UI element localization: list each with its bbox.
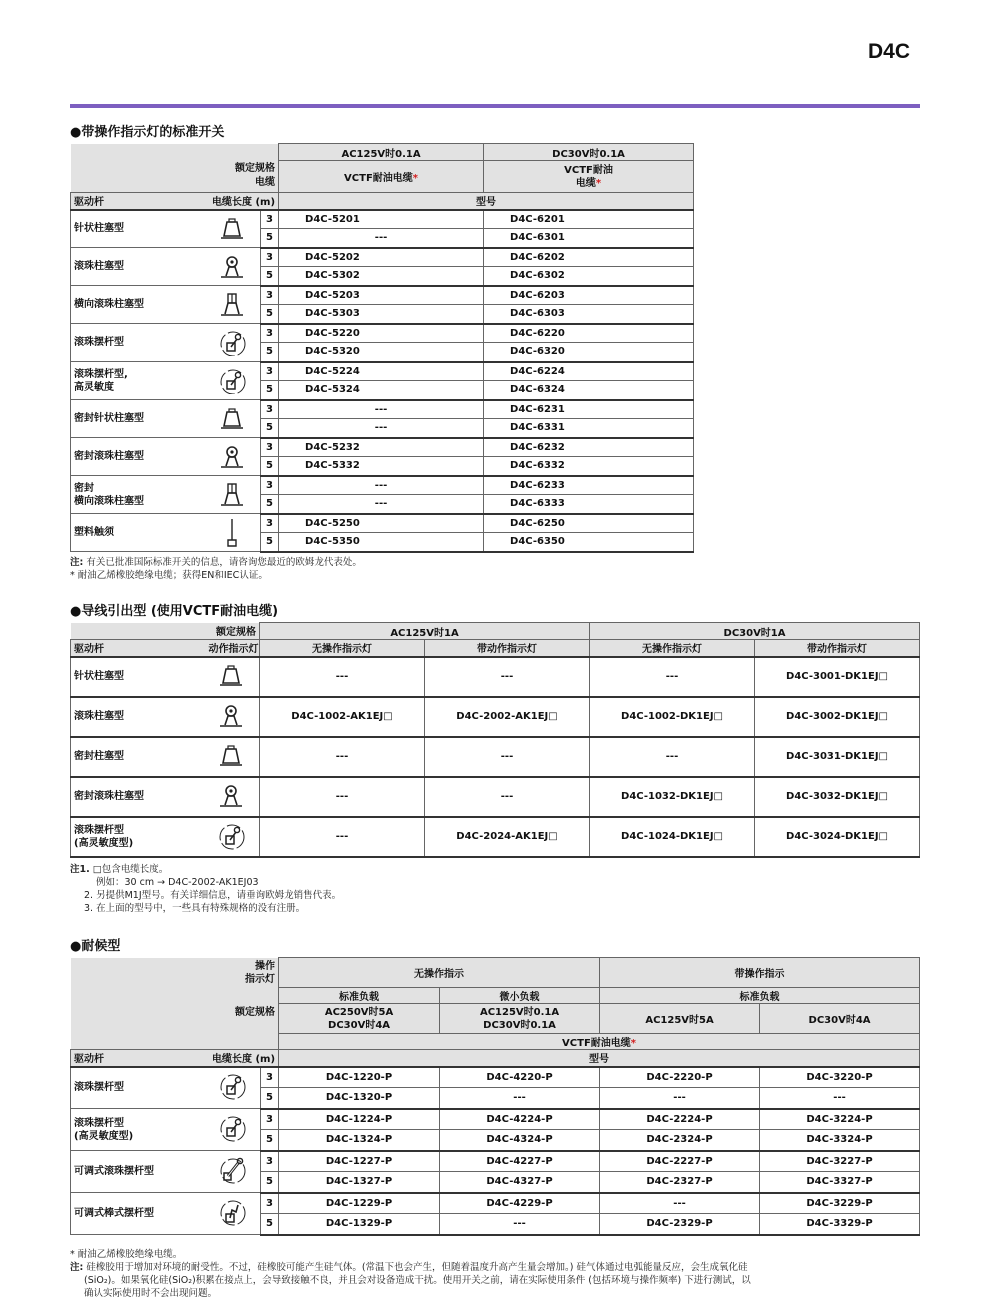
lever-name: 密封 — [74, 482, 94, 494]
vctf-dc-header — [484, 161, 694, 193]
model-cell: D4C-5220 — [279, 324, 484, 343]
cross-roller-plunger-icon — [218, 482, 248, 508]
rating-value: DC30V时0.1A — [483, 1019, 556, 1031]
lever-name-2: (高灵敏度型) — [74, 837, 134, 849]
table-row — [71, 817, 920, 857]
model-cell: --- — [760, 1088, 920, 1109]
model-cell: --- — [279, 476, 484, 495]
model-cell: D4C-1229-P — [279, 1193, 440, 1214]
model-cell: --- — [425, 777, 590, 817]
pin-plunger-icon — [218, 216, 248, 242]
micro-load-header: 微小负载 — [440, 988, 600, 1004]
model-cell: D4C-5302 — [279, 267, 484, 286]
length-cell: 3 — [261, 1151, 279, 1172]
model-title: D4C — [868, 40, 911, 63]
note-text: 2. 另提供M1J型号。有关详细信息，请垂询欧姆龙销售代表。 — [84, 890, 342, 901]
icon-cell — [206, 400, 261, 438]
model-cell: D4C-3229-P — [760, 1193, 920, 1214]
rating-label: 额定规格 — [71, 988, 279, 1034]
table-row — [71, 657, 920, 697]
header-rule — [70, 104, 920, 108]
model-label: 型号 — [279, 1050, 920, 1067]
lever-name: 滚珠摆杆型 — [74, 824, 124, 836]
with-indicator-header: 带动作指示灯 — [425, 640, 590, 657]
model-cell: D4C-5232 — [279, 438, 484, 457]
lead-wire-table — [70, 622, 920, 858]
rating-value: AC125V时0.1A — [479, 1006, 560, 1018]
std-load-header: 标准负载 — [279, 988, 440, 1004]
lever-cell — [71, 438, 206, 476]
with-indicator-header: 带动作指示灯 — [755, 640, 920, 657]
length-cell: 3 — [261, 248, 279, 267]
roller-plunger-icon — [217, 783, 247, 811]
lever-cell — [71, 400, 206, 438]
model-cell: D4C-6231 — [484, 400, 694, 419]
lever-cell — [71, 817, 206, 857]
lever-cell — [71, 777, 206, 817]
model-cell: D4C-3329-P — [760, 1214, 920, 1235]
model-cell: D4C-6250 — [484, 514, 694, 533]
model-cell: D4C-5203 — [279, 286, 484, 305]
table-row — [71, 210, 694, 229]
model-cell: D4C-4224-P — [440, 1109, 600, 1130]
lever-cell — [71, 210, 206, 248]
table-row — [71, 400, 694, 419]
icon-cell — [206, 1067, 261, 1109]
note-label: 注: — [70, 1262, 84, 1273]
icon-cell — [206, 514, 261, 552]
lever-cell — [71, 1067, 206, 1109]
length-cell: 5 — [261, 1088, 279, 1109]
lever-name-2: 横向滚珠柱塞型 — [74, 495, 144, 507]
rating-label: 额定规格 — [235, 163, 276, 175]
weatherproof-table — [70, 957, 920, 1236]
asterisk: * — [412, 173, 419, 184]
model-cell: D4C-1320-P — [279, 1088, 440, 1109]
rating-label: 额定规格 — [71, 623, 260, 640]
section3-title: ●耐候型 — [70, 939, 121, 954]
icon-cell — [206, 210, 261, 248]
model-cell: D4C-2024-AK1EJ□ — [425, 817, 590, 857]
length-cell: 3 — [261, 210, 279, 229]
model-cell: D4C-2227-P — [600, 1151, 760, 1172]
op-label: 操作 — [255, 960, 276, 972]
table-row — [71, 248, 694, 267]
icon-cell — [206, 817, 260, 857]
model-cell: --- — [279, 229, 484, 248]
note-label: 注: — [70, 557, 84, 568]
model-cell: D4C-2327-P — [600, 1172, 760, 1193]
lever-cell — [71, 657, 206, 697]
model-cell: --- — [590, 657, 755, 697]
length-cell: 3 — [261, 476, 279, 495]
length-label: 电缆长度 (m) — [206, 1050, 279, 1067]
lever-name: 横向滚珠柱塞型 — [74, 299, 144, 310]
model-cell: D4C-4229-P — [440, 1193, 600, 1214]
lever-name-2: (高灵敏度型) — [74, 1130, 134, 1142]
asterisk: * — [630, 1038, 637, 1049]
lever-name: 密封柱塞型 — [74, 751, 124, 762]
model-cell: D4C-5224 — [279, 362, 484, 381]
model-cell: D4C-5202 — [279, 248, 484, 267]
model-cell: D4C-5320 — [279, 343, 484, 362]
length-cell: 5 — [261, 267, 279, 286]
pin-plunger-icon — [217, 743, 247, 771]
lever-cell — [71, 476, 206, 514]
model-cell: D4C-4227-P — [440, 1151, 600, 1172]
roller-plunger-icon — [218, 444, 248, 470]
lever-name: 滚珠柱塞型 — [74, 711, 124, 722]
model-cell: D4C-6202 — [484, 248, 694, 267]
model-cell: D4C-5201 — [279, 210, 484, 229]
model-cell: D4C-5324 — [279, 381, 484, 400]
model-cell: D4C-3220-P — [760, 1067, 920, 1088]
lever-cell — [71, 248, 206, 286]
model-cell: --- — [279, 400, 484, 419]
model-cell: --- — [590, 737, 755, 777]
icon-cell — [206, 777, 260, 817]
icon-cell — [206, 697, 260, 737]
adjustable-rod-lever-icon — [218, 1199, 248, 1229]
roller-lever-icon — [218, 368, 248, 394]
lever-name: 密封针状柱塞型 — [74, 413, 144, 424]
table-row — [71, 1193, 920, 1214]
roller-plunger-icon — [218, 254, 248, 280]
table-row — [71, 438, 694, 457]
roller-lever-icon — [218, 1115, 248, 1145]
model-cell: --- — [260, 737, 425, 777]
table-row — [71, 362, 694, 381]
model-cell: D4C-5303 — [279, 305, 484, 324]
model-cell: D4C-5350 — [279, 533, 484, 552]
length-cell: 5 — [261, 1214, 279, 1235]
model-cell: D4C-6220 — [484, 324, 694, 343]
model-cell: D4C-6233 — [484, 476, 694, 495]
model-cell: --- — [440, 1088, 600, 1109]
whisker-icon — [218, 518, 248, 548]
section2-notes — [70, 863, 341, 915]
vctf-ac-label: VCTF耐油电缆 — [344, 173, 413, 184]
lever-label: 驱动杆 — [71, 1050, 206, 1067]
model-cell: D4C-4327-P — [440, 1172, 600, 1193]
lever-name: 密封滚珠柱塞型 — [74, 791, 144, 802]
length-cell: 3 — [261, 362, 279, 381]
lever-label: 驱动杆 — [71, 193, 206, 210]
length-cell: 5 — [261, 457, 279, 476]
model-cell: --- — [425, 737, 590, 777]
rating-value: AC250V时5A — [324, 1006, 394, 1018]
model-cell: D4C-5332 — [279, 457, 484, 476]
indicator-label: 动作指示灯 — [206, 640, 260, 657]
rating-value: AC125V时5A — [600, 1004, 760, 1034]
table-row — [71, 1067, 920, 1088]
cross-roller-plunger-icon — [218, 292, 248, 318]
model-cell: D4C-3224-P — [760, 1109, 920, 1130]
lever-name: 滚珠摆杆型, — [74, 368, 128, 380]
length-cell: 5 — [261, 533, 279, 552]
model-cell: D4C-2324-P — [600, 1130, 760, 1151]
icon-cell — [206, 1109, 261, 1151]
model-cell: D4C-1227-P — [279, 1151, 440, 1172]
note-text: 硅橡胶用于增加对环境的耐受性。不过，硅橡胶可能产生硅气体。(常温下也会产生，但随着温度升高产生量会增加。) 硅气体通过电弧能量反应，会生成氧化硅 — [86, 1262, 748, 1273]
lever-label: 驱动杆 — [71, 640, 206, 657]
model-cell: D4C-1220-P — [279, 1067, 440, 1088]
length-cell: 5 — [261, 305, 279, 324]
blank-cell — [71, 1034, 279, 1050]
icon-cell — [206, 1193, 261, 1235]
table-row — [71, 324, 694, 343]
length-cell: 3 — [261, 400, 279, 419]
length-cell: 5 — [261, 495, 279, 514]
model-cell: --- — [425, 657, 590, 697]
model-cell: D4C-2220-P — [600, 1067, 760, 1088]
vctf-ac-header — [279, 161, 484, 193]
lever-cell — [71, 737, 206, 777]
lever-cell — [71, 1151, 206, 1193]
table-row — [71, 737, 920, 777]
table-row — [71, 777, 920, 817]
icon-cell — [206, 657, 260, 697]
length-cell: 3 — [261, 286, 279, 305]
icon-cell — [206, 324, 261, 362]
length-cell: 5 — [261, 1130, 279, 1151]
model-cell: --- — [279, 419, 484, 438]
table-row — [71, 476, 694, 495]
dc-header: DC30V时1A — [590, 623, 920, 640]
model-cell: D4C-2002-AK1EJ□ — [425, 697, 590, 737]
length-cell: 3 — [261, 1193, 279, 1214]
length-cell: 5 — [261, 229, 279, 248]
model-cell: D4C-4324-P — [440, 1130, 600, 1151]
rating-value: DC30V时4A — [328, 1019, 391, 1031]
standard-switch-table — [70, 143, 694, 553]
model-cell: D4C-6303 — [484, 305, 694, 324]
model-cell: D4C-6331 — [484, 419, 694, 438]
vctf-label: VCTF耐油电缆 — [562, 1038, 631, 1049]
length-cell: 3 — [261, 514, 279, 533]
table-row — [71, 514, 694, 533]
model-cell: D4C-1024-DK1EJ□ — [590, 817, 755, 857]
no-indicator-header: 无操作指示灯 — [260, 640, 425, 657]
model-cell: D4C-1032-DK1EJ□ — [590, 777, 755, 817]
note-text: 3. 在上面的型号中，一些具有特殊规格的没有注册。 — [84, 903, 306, 914]
icon-cell — [206, 438, 261, 476]
model-cell: D4C-6203 — [484, 286, 694, 305]
model-cell: D4C-1324-P — [279, 1130, 440, 1151]
table-row — [71, 286, 694, 305]
dc-header: DC30V时0.1A — [484, 144, 694, 161]
model-cell: D4C-6301 — [484, 229, 694, 248]
vctf-dc-label-1: VCTF耐油 — [564, 164, 613, 176]
lever-name: 针状柱塞型 — [74, 223, 124, 235]
model-cell: D4C-3031-DK1EJ□ — [755, 737, 920, 777]
table-row — [71, 697, 920, 737]
icon-cell — [206, 737, 260, 777]
note-text: * 耐油乙烯橡胶绝缘电缆；获得EN和IEC认证。 — [70, 570, 268, 581]
length-cell: 5 — [261, 343, 279, 362]
length-cell: 3 — [261, 438, 279, 457]
table-row — [71, 1109, 920, 1130]
note-text: 确认实际使用时不会出现问题。 — [84, 1288, 218, 1299]
pin-plunger-icon — [217, 663, 247, 691]
length-cell: 5 — [261, 419, 279, 438]
model-cell: --- — [600, 1088, 760, 1109]
length-cell: 5 — [261, 1172, 279, 1193]
lever-name: 塑料触须 — [74, 527, 114, 538]
section1-notes — [70, 556, 362, 582]
model-cell: D4C-6324 — [484, 381, 694, 400]
cable-label: 电缆 — [255, 177, 276, 189]
model-cell: D4C-6350 — [484, 533, 694, 552]
model-cell: D4C-6201 — [484, 210, 694, 229]
icon-cell — [206, 286, 261, 324]
icon-cell — [206, 362, 261, 400]
ac-header: AC125V时0.1A — [279, 144, 484, 161]
icon-cell — [206, 476, 261, 514]
model-cell: D4C-5250 — [279, 514, 484, 533]
model-cell: D4C-1224-P — [279, 1109, 440, 1130]
lever-name: 滚珠柱塞型 — [74, 261, 124, 272]
note-label: 注1. — [70, 864, 90, 875]
model-cell: D4C-3327-P — [760, 1172, 920, 1193]
lever-name: 可调式棒式摆杆型 — [74, 1208, 154, 1219]
note-text: * 耐油乙烯橡胶绝缘电缆。 — [70, 1249, 183, 1260]
model-cell: D4C-6232 — [484, 438, 694, 457]
icon-cell — [206, 248, 261, 286]
section2-title: ●导线引出型 (使用VCTF耐油电缆) — [70, 604, 279, 619]
lever-cell — [71, 324, 206, 362]
vctf-header — [279, 1034, 920, 1050]
roller-lever-icon — [218, 1073, 248, 1103]
lever-name-2: 高灵敏度 — [74, 381, 114, 393]
lever-cell — [71, 697, 206, 737]
roller-lever-icon — [217, 823, 247, 851]
lever-name: 可调式滚珠摆杆型 — [74, 1166, 154, 1177]
model-label: 型号 — [279, 193, 694, 210]
model-cell: --- — [260, 657, 425, 697]
table-row — [71, 1151, 920, 1172]
model-cell: D4C-3227-P — [760, 1151, 920, 1172]
model-cell: --- — [260, 817, 425, 857]
no-indicator-header: 无操作指示 — [279, 958, 600, 988]
model-cell: D4C-2329-P — [600, 1214, 760, 1235]
model-cell: --- — [260, 777, 425, 817]
ac-header: AC125V时1A — [260, 623, 590, 640]
roller-lever-icon — [218, 330, 248, 356]
section1-title: ●带操作指示灯的标准开关 — [70, 125, 225, 140]
length-cell: 3 — [261, 1109, 279, 1130]
note-text: (SiO₂)。如果氧化硅(SiO₂)积累在接点上，会导致接触不良，并且会对设备造成干扰。使用开关之前，请在实际使用条件 (包括环境与操作频率) 下进行测试，以 — [84, 1275, 751, 1286]
model-cell: --- — [440, 1214, 600, 1235]
length-label: 电缆长度 (m) — [206, 193, 279, 210]
model-cell: D4C-6302 — [484, 267, 694, 286]
model-cell: --- — [600, 1193, 760, 1214]
model-cell: --- — [279, 495, 484, 514]
model-cell: D4C-6320 — [484, 343, 694, 362]
model-cell: D4C-6224 — [484, 362, 694, 381]
model-cell: D4C-3024-DK1EJ□ — [755, 817, 920, 857]
roller-plunger-icon — [217, 703, 247, 731]
model-cell: D4C-3001-DK1EJ□ — [755, 657, 920, 697]
note-text: 例如：30 cm → D4C-2002-AK1EJ03 — [96, 877, 259, 888]
model-cell: D4C-6332 — [484, 457, 694, 476]
model-cell: D4C-1002-AK1EJ□ — [260, 697, 425, 737]
length-cell: 3 — [261, 324, 279, 343]
vctf-dc-label-2: 电缆 — [575, 177, 596, 189]
with-indicator-header: 带操作指示 — [600, 958, 920, 988]
section3-notes — [70, 1248, 920, 1300]
asterisk: * — [595, 177, 602, 189]
adjustable-roller-lever-icon — [218, 1157, 248, 1187]
model-cell: D4C-3032-DK1EJ□ — [755, 777, 920, 817]
length-cell: 3 — [261, 1067, 279, 1088]
model-cell: D4C-1002-DK1EJ□ — [590, 697, 755, 737]
lever-cell — [71, 1193, 206, 1235]
rating-value: DC30V时4A — [760, 1004, 920, 1034]
op-label: 指示灯 — [245, 973, 276, 985]
rating-label-cell — [71, 144, 279, 161]
model-cell: D4C-3324-P — [760, 1130, 920, 1151]
model-cell: D4C-6333 — [484, 495, 694, 514]
std-load-header: 标准负载 — [600, 988, 920, 1004]
lever-cell — [71, 1109, 206, 1151]
pin-plunger-icon — [218, 406, 248, 432]
model-cell: D4C-2224-P — [600, 1109, 760, 1130]
lever-name: 滚珠摆杆型 — [74, 1117, 124, 1129]
note-text: □包含电缆长度。 — [92, 864, 169, 875]
length-cell: 5 — [261, 381, 279, 400]
lever-name: 密封滚珠柱塞型 — [74, 451, 144, 462]
model-cell: D4C-1329-P — [279, 1214, 440, 1235]
no-indicator-header: 无操作指示灯 — [590, 640, 755, 657]
note-text: 有关已批准国际标准开关的信息，请咨询您最近的欧姆龙代表处。 — [86, 557, 362, 568]
lever-name: 滚珠摆杆型 — [74, 337, 124, 348]
model-cell: D4C-4220-P — [440, 1067, 600, 1088]
lever-name: 针状柱塞型 — [74, 671, 124, 682]
model-cell: D4C-3002-DK1EJ□ — [755, 697, 920, 737]
icon-cell — [206, 1151, 261, 1193]
lever-cell — [71, 362, 206, 400]
lever-cell — [71, 286, 206, 324]
lever-name: 滚珠摆杆型 — [74, 1082, 124, 1094]
model-cell: D4C-1327-P — [279, 1172, 440, 1193]
lever-cell — [71, 514, 206, 552]
